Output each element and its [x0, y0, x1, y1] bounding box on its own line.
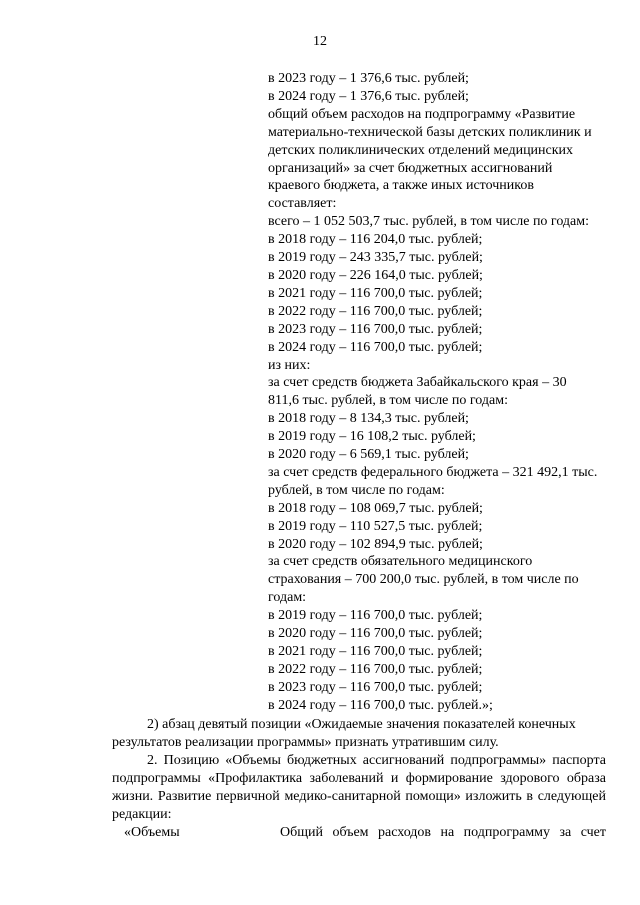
text-line: общий объем расходов на подпрограмму «Развитие материально-технической базы детских поликлиник и детских поликлинических отделений медицинских организаций» за счет бюджетных ассигнований краевого бюджета, а также иных источников составляет:	[268, 106, 592, 212]
text-line: из них:	[268, 357, 311, 373]
text-line: в 2024 году – 1 376,6 тыс. рублей;	[268, 88, 469, 104]
text-line: в 2018 году – 108 069,7 тыс. рублей;	[268, 500, 483, 516]
text-line: в 2020 году – 6 569,1 тыс. рублей;	[268, 447, 469, 463]
text-line: в 2021 году – 116 700,0 тыс. рублей;	[268, 644, 483, 659]
text-line: за счет средств бюджета Забайкальского края – 30 811,6 тыс. рублей, в том числе по годам:	[268, 375, 567, 409]
text-line: в 2021 году – 116 700,0 тыс. рублей;	[268, 285, 483, 301]
text-line: всего – 1 052 503,7 тыс. рублей, в том числе по годам:	[268, 214, 590, 230]
page-number: 12	[313, 34, 327, 49]
text-line: в 2024 году – 116 700,0 тыс. рублей.»;	[268, 697, 493, 713]
text-line: в 2020 году – 226 164,0 тыс. рублей;	[268, 267, 483, 283]
text-line: в 2024 году – 116 700,0 тыс. рублей;	[268, 339, 483, 355]
text-line: за счет средств федерального бюджета – 321 492,1 тыс. рублей, в том числе по годам:	[268, 464, 598, 498]
table-cell-value: Общий объем расходов на подпрограмму за счет	[280, 825, 606, 840]
text-line: в 2019 году – 110 527,5 тыс. рублей;	[268, 518, 483, 534]
text-line: в 2023 году – 116 700,0 тыс. рублей;	[268, 679, 483, 695]
text-line: в 2020 году – 102 894,9 тыс. рублей;	[268, 536, 483, 552]
text-line: за счет средств обязательного медицинского страхования – 700 200,0 тыс. рублей, в том числе по годам:	[268, 554, 579, 606]
text-line: в 2022 году – 116 700,0 тыс. рублей;	[268, 661, 483, 677]
paragraph-repeal: 2) абзац девятый позиции «Ожидаемые значения показателей конечных результатов реализации программы» признать утратившим силу.	[112, 717, 576, 750]
text-line: в 2020 году – 116 700,0 тыс. рублей;	[268, 626, 483, 642]
text-line: в 2019 году – 116 700,0 тыс. рублей;	[268, 608, 483, 624]
paragraph-amendment: 2. Позицию «Объемы бюджетных ассигнований подпрограммы» паспорта подпрограммы «Профилактика заболеваний и формирование здорового образа жизни. Развитие первичной медико-санитарной помощи» изложить в следующей редакции:	[112, 753, 606, 822]
text-line: в 2019 году – 16 108,2 тыс. рублей;	[268, 429, 476, 445]
table-cell-label: «Объемы	[124, 825, 180, 840]
text-line: в 2018 году – 116 204,0 тыс. рублей;	[268, 232, 483, 248]
text-line: в 2023 году – 1 376,6 тыс. рублей;	[268, 71, 469, 86]
text-line: в 2018 году – 8 134,3 тыс. рублей;	[268, 411, 469, 427]
text-line: в 2022 году – 116 700,0 тыс. рублей;	[268, 303, 483, 319]
text-line: в 2019 году – 243 335,7 тыс. рублей;	[268, 250, 483, 266]
budget-column	[268, 70, 598, 715]
text-line: в 2023 году – 116 700,0 тыс. рублей;	[268, 321, 483, 337]
